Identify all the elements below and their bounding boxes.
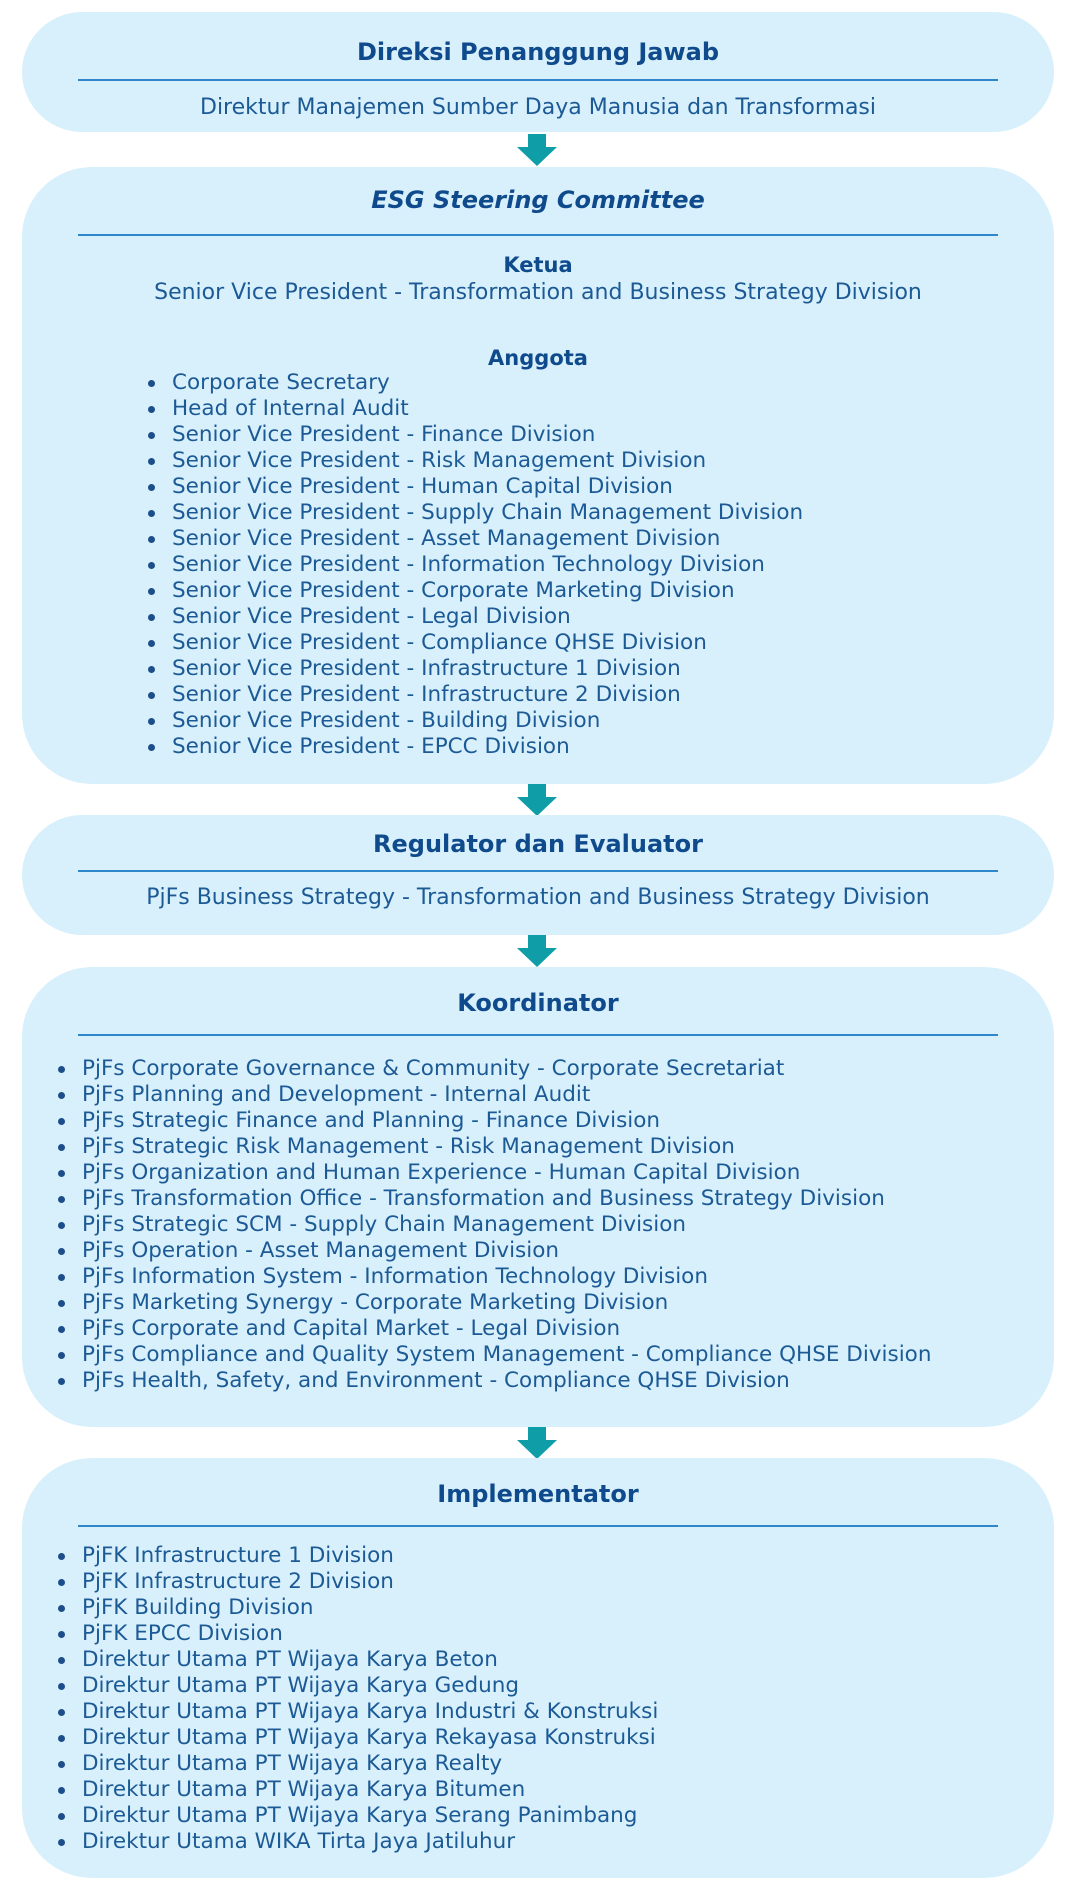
- koordinator-title: Koordinator: [457, 989, 619, 1017]
- direksi-box: [22, 12, 1054, 132]
- list-item: Senior Vice President - Legal Division: [142, 604, 803, 630]
- down-arrow-icon: [517, 134, 557, 166]
- list-item: PjFs Health, Safety, and Environment - Compliance QHSE Division: [52, 1368, 931, 1394]
- steering-committee-box: [22, 167, 1054, 784]
- steering-divider: [78, 234, 998, 236]
- list-item: PjFs Strategic Risk Management - Risk Management Division: [52, 1134, 931, 1160]
- list-item: PjFs Operation - Asset Management Division: [52, 1238, 931, 1264]
- list-item: Senior Vice President - Compliance QHSE Division: [142, 630, 803, 656]
- list-item: PjFK Infrastructure 1 Division: [52, 1543, 658, 1569]
- down-arrow-icon: [517, 935, 557, 967]
- list-item: Senior Vice President - Supply Chain Management Division: [142, 500, 803, 526]
- down-arrow-icon: [517, 1427, 557, 1459]
- list-item: Direktur Utama WIKA Tirta Jaya Jatiluhur: [52, 1829, 658, 1855]
- anggota-list: [142, 370, 803, 760]
- list-item: PjFK EPCC Division: [52, 1621, 658, 1647]
- list-item: Direktur Utama PT Wijaya Karya Gedung: [52, 1673, 658, 1699]
- implementator-box: [22, 1458, 1054, 1878]
- list-item: Direktur Utama PT Wijaya Karya Beton: [52, 1647, 658, 1673]
- list-item: PjFs Planning and Development - Internal Audit: [52, 1082, 931, 1108]
- implementator-divider: [78, 1525, 998, 1527]
- regulator-box: [22, 815, 1054, 935]
- list-item: PjFs Strategic Finance and Planning - Finance Division: [52, 1108, 931, 1134]
- list-item: PjFs Information System - Information Technology Division: [52, 1264, 931, 1290]
- list-item: Direktur Utama PT Wijaya Karya Rekayasa Konstruksi: [52, 1725, 658, 1751]
- list-item: PjFs Marketing Synergy - Corporate Marketing Division: [52, 1290, 931, 1316]
- regulator-title: Regulator dan Evaluator: [373, 830, 703, 858]
- list-item: Direktur Utama PT Wijaya Karya Bitumen: [52, 1777, 658, 1803]
- list-item: Senior Vice President - Human Capital Division: [142, 474, 803, 500]
- ketua-text: Senior Vice President - Transformation and Business Strategy Division: [154, 280, 922, 305]
- list-item: Direktur Utama PT Wijaya Karya Serang Panimbang: [52, 1803, 658, 1829]
- anggota-label: Anggota: [488, 346, 588, 370]
- list-item: Senior Vice President - EPCC Division: [142, 734, 803, 760]
- steering-title: ESG Steering Committee: [371, 186, 705, 214]
- koordinator-divider: [78, 1034, 998, 1036]
- direksi-divider: [78, 79, 998, 81]
- list-item: Direktur Utama PT Wijaya Karya Realty: [52, 1751, 658, 1777]
- list-item: Senior Vice President - Building Division: [142, 708, 803, 734]
- down-arrow-icon: [517, 784, 557, 816]
- list-item: Senior Vice President - Information Technology Division: [142, 552, 803, 578]
- koordinator-box: [22, 967, 1054, 1427]
- list-item: PjFs Organization and Human Experience - Human Capital Division: [52, 1160, 931, 1186]
- list-item: PjFs Corporate Governance & Community - Corporate Secretariat: [52, 1056, 931, 1082]
- direksi-title: Direksi Penanggung Jawab: [356, 38, 720, 66]
- list-item: PjFK Infrastructure 2 Division: [52, 1569, 658, 1595]
- list-item: PjFs Corporate and Capital Market - Legal Division: [52, 1316, 931, 1342]
- ketua-label: Ketua: [503, 253, 573, 277]
- list-item: Head of Internal Audit: [142, 396, 803, 422]
- list-item: Senior Vice President - Finance Division: [142, 422, 803, 448]
- list-item: Senior Vice President - Infrastructure 1 Division: [142, 656, 803, 682]
- regulator-divider: [78, 870, 998, 872]
- list-item: Senior Vice President - Risk Management Division: [142, 448, 803, 474]
- list-item: Direktur Utama PT Wijaya Karya Industri & Konstruksi: [52, 1699, 658, 1725]
- implementator-list: [52, 1543, 658, 1855]
- list-item: Corporate Secretary: [142, 370, 803, 396]
- list-item: PjFs Compliance and Quality System Management - Compliance QHSE Division: [52, 1342, 931, 1368]
- list-item: Senior Vice President - Corporate Marketing Division: [142, 578, 803, 604]
- list-item: PjFs Transformation Office - Transformation and Business Strategy Division: [52, 1186, 931, 1212]
- regulator-text: PjFs Business Strategy - Transformation and Business Strategy Division: [146, 885, 930, 910]
- list-item: Senior Vice President - Asset Management Division: [142, 526, 803, 552]
- implementator-title: Implementator: [437, 1480, 639, 1508]
- direksi-text: Direktur Manajemen Sumber Daya Manusia dan Transformasi: [200, 95, 876, 120]
- list-item: PjFK Building Division: [52, 1595, 658, 1621]
- koordinator-list: [52, 1056, 931, 1394]
- list-item: PjFs Strategic SCM - Supply Chain Management Division: [52, 1212, 931, 1238]
- list-item: Senior Vice President - Infrastructure 2 Division: [142, 682, 803, 708]
